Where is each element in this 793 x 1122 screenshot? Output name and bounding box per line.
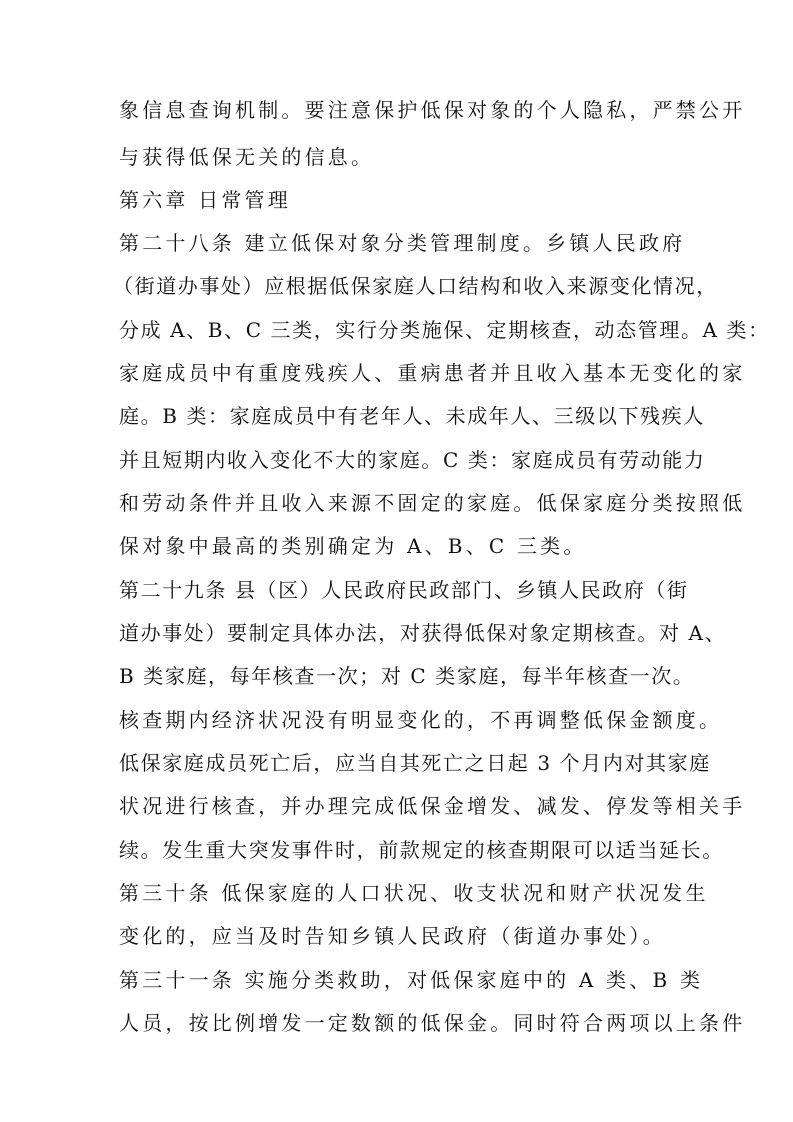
text-line: 第三十一条 实施分类救助，对低保家庭中的 A 类、B 类: [119, 968, 704, 992]
text-line: （街道办事处）应根据低保家庭人口结构和收入来源变化情况，: [113, 274, 718, 298]
text-line: 和劳动条件并且收入来源不固定的家庭。低保家庭分类按照低: [119, 491, 746, 515]
text-line: 核查期内经济状况没有明显变化的，不再调整低保金额度。: [119, 708, 723, 732]
text-line: 并且短期内收入变化不大的家庭。C 类：家庭成员有劳动能力: [119, 448, 706, 472]
text-line: 象信息查询机制。要注意保护低保对象的个人隐私，严禁公开: [119, 98, 746, 122]
text-line: 低保家庭成员死亡后，应当自其死亡之日起 3 个月内对其家庭: [119, 751, 711, 775]
text-line: 家庭成员中有重度残疾人、重病患者并且收入基本无变化的家: [119, 361, 746, 385]
text-line: 第二十八条 建立低保对象分类管理制度。乡镇人民政府: [119, 231, 686, 255]
text-line: 庭。B 类：家庭成员中有老年人、未成年人、三级以下残疾人: [119, 404, 705, 428]
text-line: B 类家庭，每年核查一次；对 C 类家庭，每半年核查一次。: [119, 664, 695, 688]
text-line: 第二十九条 县（区）人民政府民政部门、乡镇人民政府（街: [119, 578, 689, 602]
text-line: 人员，按比例增发一定数额的低保金。同时符合两项以上条件: [119, 1011, 746, 1035]
text-line: 状况进行核查，并办理完成低保金增发、减发、停发等相关手: [119, 794, 746, 818]
text-line: 变化的，应当及时告知乡镇人民政府（街道办事处）。: [119, 924, 666, 948]
chapter-heading: 第六章 日常管理: [119, 188, 291, 212]
text-line: 续。发生重大突发事件时，前款规定的核查期限可以适当延长。: [119, 838, 724, 862]
text-line: 第三十条 低保家庭的人口状况、收支状况和财产状况发生: [119, 881, 709, 905]
text-line: 道办事处）要制定具体办法，对获得低保对象定期核查。对 A、: [119, 621, 727, 645]
text-line: 与获得低保无关的信息。: [119, 145, 375, 169]
text-line: 保对象中最高的类别确定为 A、B、C 三类。: [119, 534, 587, 558]
text-line: 分成 A、B、C 三类，实行分类施保、定期核查，动态管理。A 类：: [119, 318, 770, 342]
